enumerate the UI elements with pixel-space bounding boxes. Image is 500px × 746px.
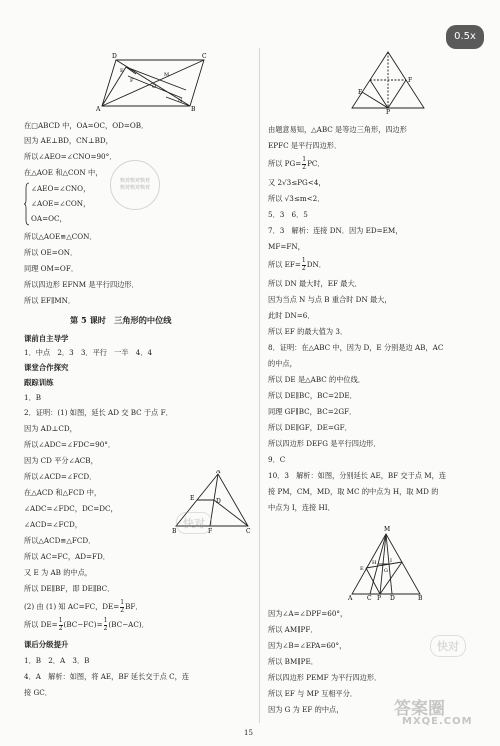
fig2-label-p: P bbox=[386, 109, 391, 114]
fig3-label-f: F bbox=[208, 528, 213, 534]
p2-line14-b: (BC−FC)= bbox=[63, 620, 103, 629]
p2-line13-b: BF． bbox=[125, 602, 143, 611]
line-r9-a: 所以 EF= bbox=[268, 260, 301, 269]
fig3-label-c: C bbox=[246, 528, 251, 534]
line-r3-b: PC． bbox=[307, 159, 325, 168]
line-r10: 所以 DN 最大时，EF 最大． bbox=[268, 279, 362, 288]
line-r7: 7．3 解析：连接 DN．因为 ED=EM， bbox=[268, 226, 403, 235]
line-r9 bbox=[268, 258, 326, 272]
line-l7: 同理 OM=OF． bbox=[24, 264, 79, 273]
line-r20: 所以四边形 DEFG 是平行四边形． bbox=[268, 439, 381, 448]
p2-line9: 所以△ACD≌△FCD． bbox=[24, 536, 96, 545]
line-r8: MF=FN， bbox=[268, 242, 305, 251]
fig1-label-c: C bbox=[202, 53, 207, 60]
p2-line13-a: (2) 由 (1) 知 AC=FC，DE= bbox=[24, 602, 120, 611]
figure-triangle-m bbox=[346, 520, 426, 600]
brace1-line3: OA=OC， bbox=[31, 214, 67, 223]
line-r6: 5．3 6．5 bbox=[268, 210, 308, 219]
brace1-line2: ∠AOE=∠CON， bbox=[31, 199, 91, 208]
line-r15: 的中点， bbox=[268, 359, 297, 368]
p2-line13 bbox=[24, 600, 143, 614]
line-r11: 因为当点 N 与点 B 重合时 DN 最大， bbox=[268, 295, 392, 304]
figure-equilateral-epf bbox=[348, 48, 428, 114]
p2-line6: 在△ACD 和△FCD 中， bbox=[24, 488, 102, 497]
fig4-label-e: E bbox=[360, 566, 364, 572]
fig2-label-f: F bbox=[408, 77, 413, 84]
watermark-seal: 快对快对快对 快对快对快对 bbox=[110, 160, 160, 210]
line-l5: 所以△AOE≌△CON． bbox=[24, 232, 97, 241]
p2-line14-a: 所以 DE= bbox=[24, 620, 58, 629]
p2-line14-c: (BC−AC)． bbox=[108, 620, 149, 629]
line-r12: 此时 DN=6． bbox=[268, 311, 315, 320]
line-r22: 10．3 解析：如图，分别延长 AE，BF 交于点 M，连 bbox=[268, 471, 447, 480]
brace1-line1: ∠AEO=∠CNO， bbox=[31, 184, 91, 193]
line-r25: 因为∠A=∠DPF=60°， bbox=[268, 609, 348, 618]
fig1-label-f: F bbox=[130, 78, 134, 84]
fig4-label-i: I bbox=[390, 558, 392, 564]
line-r31: 因为 G 为 EF 的中点， bbox=[268, 705, 344, 714]
brace-system-1 bbox=[24, 182, 30, 226]
fig1-label-b: B bbox=[191, 106, 196, 112]
fig4-label-h: H bbox=[372, 560, 377, 566]
line-r26: 所以 AM∥PF． bbox=[268, 625, 318, 634]
p4-line1: 4．A 解析：如图，将 AE，BF 延长交于点 C，连 bbox=[24, 672, 190, 681]
fig2-label-e: E bbox=[358, 89, 363, 96]
watermark-app-logo-2: 快对 bbox=[430, 635, 466, 657]
column-divider bbox=[259, 48, 260, 723]
line-r27: 因为∠B=∠EPA=60°， bbox=[268, 641, 347, 650]
heading-in-class: 课堂合作探究 bbox=[24, 363, 69, 372]
fig1-label-e: E bbox=[120, 68, 124, 74]
fig1-label-d: D bbox=[112, 53, 117, 60]
watermark-site-logo: 答案圈 bbox=[394, 699, 445, 719]
line-r17: 所以 DE∥BC，BC=2DE． bbox=[268, 391, 357, 400]
line-r28: 所以 BM∥PE． bbox=[268, 657, 318, 666]
p2-line11: 又 E 为 AB 的中点， bbox=[24, 568, 92, 577]
watermark-app-logo: 快对 bbox=[176, 512, 212, 534]
fraction-half: $\frac{1}{2}$ bbox=[301, 257, 306, 272]
fig1-label-a: A bbox=[96, 106, 101, 112]
line-r9-b: DN． bbox=[306, 260, 326, 269]
p2-line5: 所以∠ACD=∠FCD． bbox=[24, 472, 97, 481]
fig3-label-a: A bbox=[216, 470, 221, 475]
line-l1: 在□ABCD 中，OA=OC，OD=OB． bbox=[24, 121, 149, 130]
p2-line10: 所以 AC=FC，AD=FD． bbox=[24, 552, 110, 561]
line-r24: 中点为 I，连接 HI． bbox=[268, 503, 335, 512]
line-l6: 所以 OE=ON． bbox=[24, 248, 78, 257]
p2-line7: ∠ADC=∠FDC，DC=DC， bbox=[24, 504, 118, 513]
section-title: 第 5 课时 三角形的中位线 bbox=[70, 315, 172, 325]
page-number: 15 bbox=[244, 729, 253, 737]
line-l8: 所以四边形 EFNM 是平行四边形． bbox=[24, 280, 139, 289]
line-l9: 所以 EF∥MN． bbox=[24, 296, 76, 305]
line-r13: 所以 EF 的最大值为 3． bbox=[268, 327, 348, 336]
fig1-label-o: O bbox=[152, 84, 157, 90]
answer-tracking-1: 1．B bbox=[24, 393, 42, 402]
p2-line14 bbox=[24, 618, 149, 632]
fraction-half: $\frac{1}{2}$ bbox=[58, 617, 63, 632]
line-r16: 所以 DE 是△ABC 的中位线． bbox=[268, 375, 365, 384]
line-r2: EPFC 是平行四边形． bbox=[268, 141, 342, 150]
playback-speed-button[interactable]: 0.5x bbox=[446, 25, 484, 49]
fig4-label-b: B bbox=[418, 595, 423, 600]
line-l2: 因为 AE⊥BD，CN⊥BD， bbox=[24, 136, 113, 145]
fig1-label-m: M bbox=[164, 72, 170, 78]
fig1-label-n: N bbox=[178, 98, 183, 104]
watermark-site-url: MXQE.COM bbox=[402, 716, 473, 727]
heading-tracking: 跟踪训练 bbox=[24, 378, 54, 387]
fraction-half: $\frac{1}{2}$ bbox=[302, 156, 307, 171]
line-r4: 又 2√3≤PG<4， bbox=[268, 178, 326, 187]
answers-pre-class: 1．中点 2．3 3．平行 一半 4．4 bbox=[24, 348, 153, 357]
line-r5: 所以 √3≤m<2． bbox=[268, 194, 325, 203]
line-l4: 在△AOE 和△CON 中， bbox=[24, 168, 103, 177]
line-r3-a: 所以 PG= bbox=[268, 159, 302, 168]
line-r3 bbox=[268, 157, 325, 171]
p2-line8: ∠ACD=∠FCD， bbox=[24, 520, 82, 529]
fig4-label-c: C bbox=[367, 595, 372, 600]
p2-line4: 因为 CD 平分∠ACB， bbox=[24, 456, 98, 465]
fraction-half: $\frac{1}{2}$ bbox=[120, 599, 125, 614]
answers-after-class: 1．B 2．A 3．B bbox=[24, 656, 90, 665]
line-r29: 所以四边形 PEMF 为平行四边形． bbox=[268, 673, 382, 682]
fig4-label-p: P bbox=[377, 595, 382, 600]
line-r21: 9．C bbox=[268, 455, 286, 464]
figure-parallelogram bbox=[96, 52, 208, 112]
fig3-label-e: E bbox=[190, 495, 195, 502]
p2-line2: 因为 AD⊥CD， bbox=[24, 424, 77, 433]
line-r23: 接 PM，CM，MD，取 MC 的中点为 H，取 MD 的 bbox=[268, 487, 439, 496]
fig4-label-a: A bbox=[348, 595, 353, 600]
line-r1: 由题意易知，△ABC 是等边三角形，四边形 bbox=[268, 125, 407, 134]
line-l3: 所以∠AEO=∠CNO=90°． bbox=[24, 152, 117, 161]
p2-line3: 所以∠ADC=∠FDC=90°． bbox=[24, 440, 116, 449]
p2-line1: 2．证明：(1) 如图，延长 AD 交 BC 于点 F． bbox=[24, 408, 173, 417]
heading-pre-class: 课前自主导学 bbox=[24, 334, 69, 343]
line-r19: 所以 DE∥GF，DE=GF． bbox=[268, 423, 352, 432]
fig4-label-d: D bbox=[390, 595, 395, 600]
fig4-label-g: G bbox=[384, 568, 388, 574]
heading-after-class: 课后分级提升 bbox=[24, 640, 69, 649]
line-r18: 同理 GF∥BC，BC=2GF． bbox=[268, 407, 357, 416]
fig4-label-m: M bbox=[384, 526, 391, 533]
fraction-half: $\frac{1}{2}$ bbox=[103, 617, 108, 632]
p2-line12: 所以 DE∥BF，即 DE∥BC． bbox=[24, 584, 115, 593]
fig3-label-d: D bbox=[216, 498, 221, 505]
line-r14: 8．证明：在△ABC 中，因为 D，E 分别是边 AB，AC bbox=[268, 343, 444, 352]
line-r30: 所以 EF 与 MP 互相平分． bbox=[268, 689, 358, 698]
fig3-label-b: B bbox=[172, 528, 177, 534]
p4-line2: 接 GC． bbox=[24, 688, 52, 697]
